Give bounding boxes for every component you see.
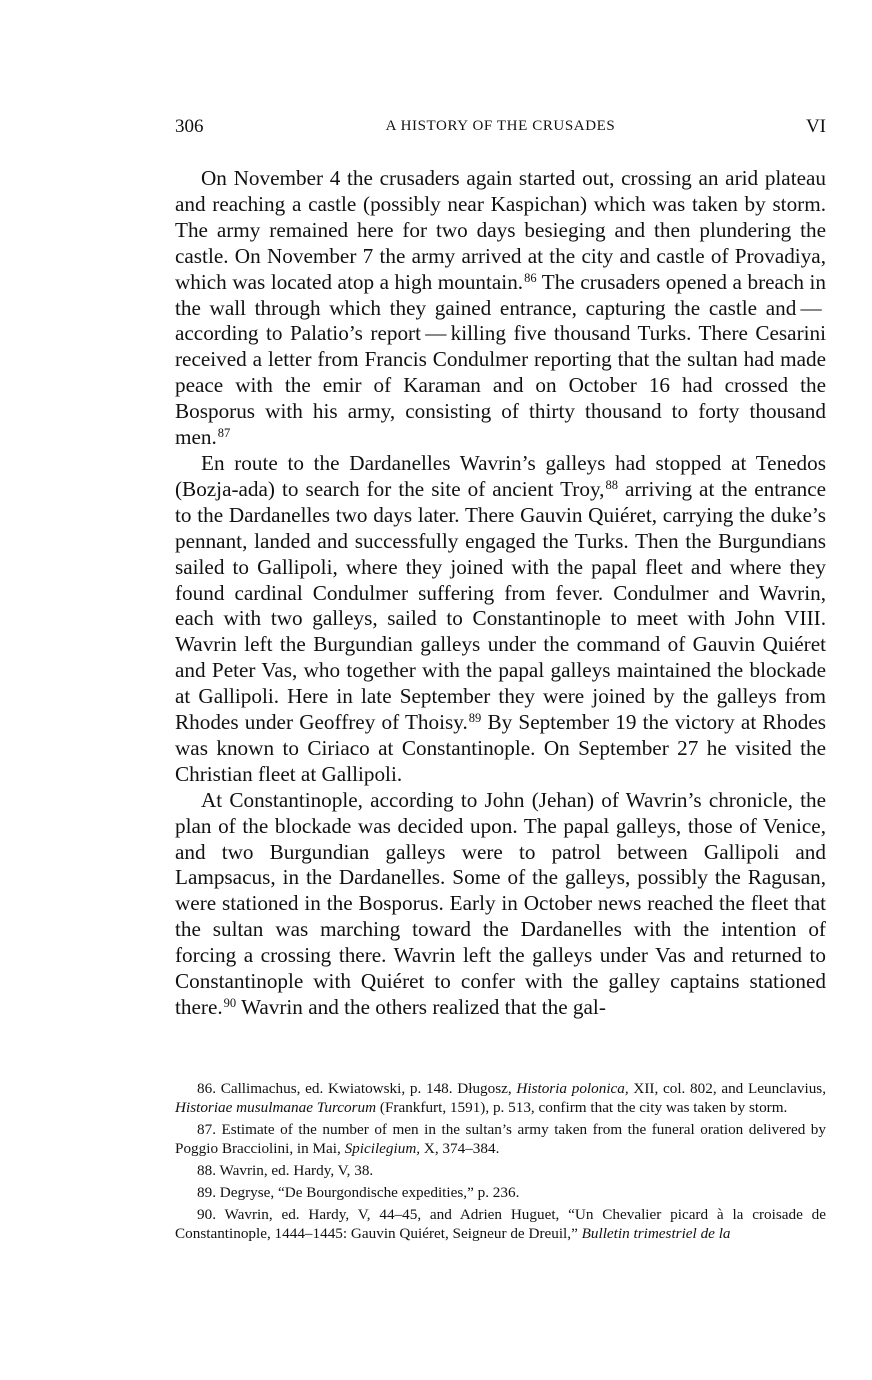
page-number: 306 <box>175 116 204 137</box>
footnote-title: Bulletin trimestriel de la <box>581 1225 731 1242</box>
footnote-87 <box>175 1120 826 1158</box>
footnote-text: 90. Wavrin, ed. Hardy, V, 44–45, and Adrien Huguet, “Un Chevalier picard à la croisade de Constantinople, 1444–1445: Gauvin Quiéret, Seigneur de Dreuil,” <box>175 1206 826 1242</box>
footnote-title: Historiae musulmanae Turcorum <box>175 1099 377 1116</box>
footnote-ref-86: 86 <box>524 270 537 285</box>
footnote-86 <box>175 1079 826 1117</box>
footnote-text: XII, col. 802, and Leunclavius, <box>628 1080 826 1097</box>
footnote-text: X, 374–384. <box>420 1140 500 1157</box>
text-segment: En route to the Dardanelles Wavrin’s galleys had stopped at Tenedos (Bozja-ada) to search for the site of ancient Troy, <box>175 450 826 501</box>
paragraph <box>175 788 826 1021</box>
footnote-title: Historia polonica, <box>516 1080 629 1097</box>
paragraph <box>175 166 826 451</box>
footnote-ref-89: 89 <box>468 711 482 726</box>
footnote-90 <box>175 1205 826 1243</box>
footnote-ref-88: 88 <box>605 477 618 492</box>
text-segment: On November 4 the crusaders again started out, crossing an arid plateau and reaching a castle (possibly near Kaspichan) which was taken by storm. The army remained here for two days besieging and then plundering the castle. On November 7 the army arrived at the city and castle of Provadiya, which was located atop a high mountain. <box>175 166 826 294</box>
text-segment: By September 19 the victory at Rhodes was known to Ciriaco at Constantinople. On September 27 he visited the Christian fleet at Gallipoli. <box>175 710 826 786</box>
footnote-89: 89. Degryse, “De Bourgondische expedities,” p. 236. <box>197 1184 520 1201</box>
text-segment: At Constantinople, according to John (Jehan) of Wavrin’s chronicle, the plan of the blockade was decided upon. The papal galleys, those of Venice, and two Burgundian galleys were to patrol between Gallipoli and Lampsacus, in the Dardanelles. Some of the galleys, possibly the Ragusan, were stationed in the Bosporus. Early in October news reached the fleet that the sultan was marching toward the Dardanelles with the intention of forcing a crossing there. Wavrin left the galleys under Vas and returned to Constantinople with Quiéret to confer with the galley captains stationed there. <box>175 787 826 1019</box>
text-segment: Wavrin and the others realized that the gal- <box>236 995 606 1019</box>
footnote-text: (Frankfurt, 1591), p. 513, confirm that the city was taken by storm. <box>376 1099 788 1116</box>
footnote-88: 88. Wavrin, ed. Hardy, V, 38. <box>197 1162 374 1179</box>
volume-number: VI <box>805 116 826 137</box>
footnote-ref-87: 87 <box>217 426 231 441</box>
footnote-ref-90: 90 <box>223 996 237 1010</box>
footnote-text: 86. Callimachus, ed. Kwiatowski, p. 148. Długosz, <box>197 1080 517 1097</box>
running-head <box>175 116 826 140</box>
text-segment: arriving at the entrance to the Dardanelles two days later. There Gauvin Quiéret, carrying the duke’s pennant, landed and successfully engaged the Turks. Then the Burgundians sailed to Gallipoli, where they joined with the papal fleet and where they found cardinal Condulmer suffering from fever. Condulmer and Wavrin, each with two galleys, sailed to Constantinople to meet with John VIII. Wavrin left the Burgundian galleys under the command of Gauvin Quiéret and Peter Vas, who together with the papal galleys maintained the blockade at Gallipoli. Here in late September they were joined by the galleys from Rhodes under Geoffrey of Thoisy. <box>175 476 826 735</box>
footnote-title: Spicilegium, <box>344 1140 421 1157</box>
footnote-text: 87. Estimate of the number of men in the sultan’s army taken from the funeral oration delivered by Poggio Bracciolini, in Mai, <box>175 1121 826 1157</box>
running-title: A HISTORY OF THE CRUSADES <box>385 118 616 134</box>
text-segment: The crusaders opened a breach in the wall through which they gained entrance, capturing the castle and — according to Palatio’s report — killing five thousand Turks. There Cesarini received a letter from Francis Condulmer reporting that the sultan had made peace with the emir of Karaman and on October 16 had crossed the Bosporus with his army, consisting of thirty thousand to forty thousand men. <box>175 269 826 450</box>
footnotes <box>175 1079 826 1246</box>
main-text <box>175 166 826 1021</box>
paragraph <box>175 451 826 788</box>
